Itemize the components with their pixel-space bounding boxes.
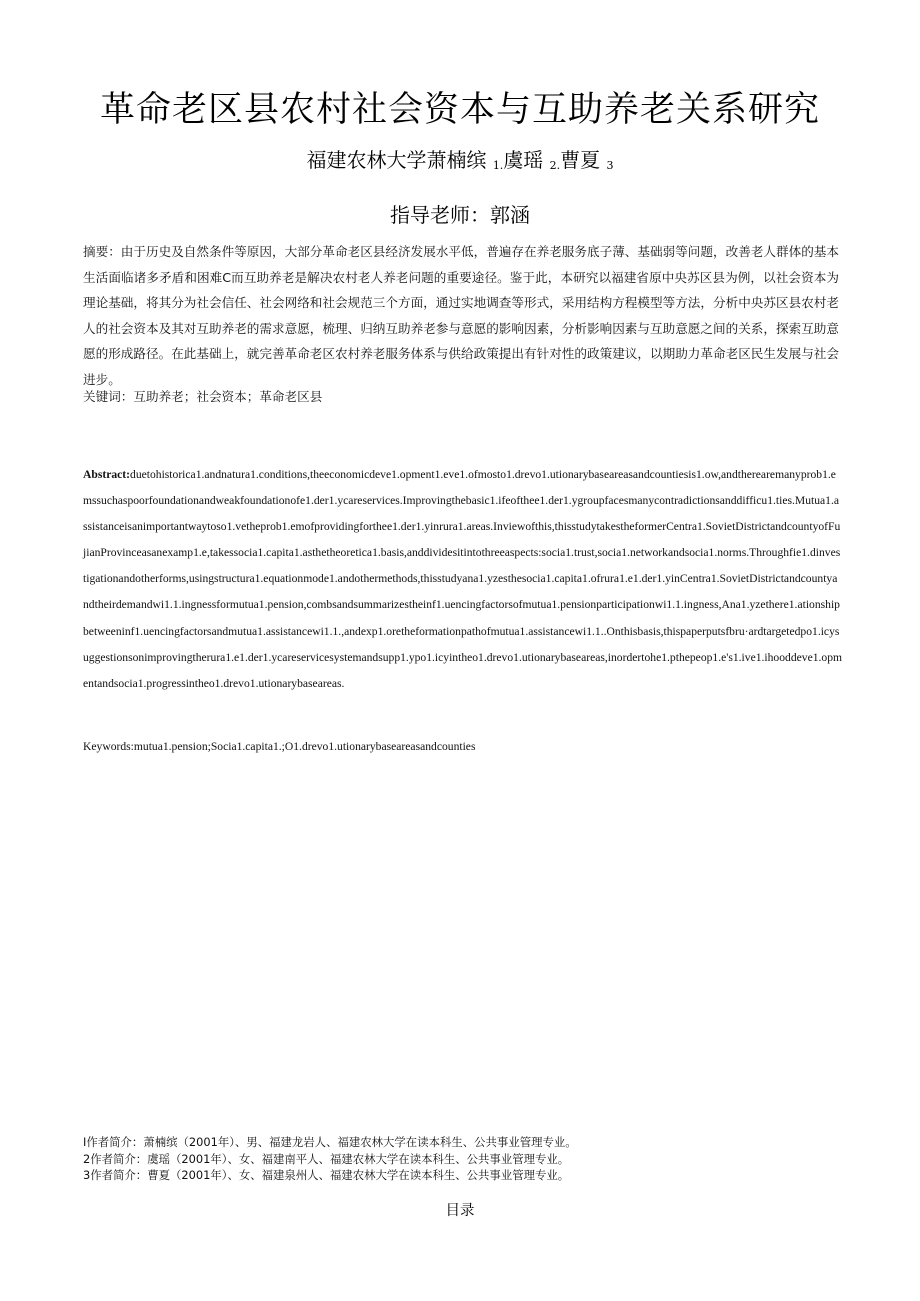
- author-third: 曹夏: [560, 148, 601, 172]
- keywords-chinese: 关键词：互助养老；社会资本；革命老区县: [83, 389, 323, 404]
- footnote-1: I作者简介：萧楠缤（2001年）、男、福建龙岩人、福建农林大学在读本科生、公共事业管理专业。: [83, 1135, 577, 1149]
- author-second: 虞瑶: [503, 148, 544, 172]
- footnote-3: 3作者简介：曹夏（2001年）、女、福建泉州人、福建农林大学在读本科生、公共事业管理专业。: [83, 1168, 570, 1182]
- abstract-chinese: 摘要：由于历史及自然条件等原因，大部分革命老区县经济发展水平低，普遍存在养老服务底子薄、基础弱等问题，改善老人群体的基本生活面临诸多矛盾和困难C而互助养老是解决农村老人养老问题的重要途径。鉴于此，本研究以福建省原中央苏区县为例，以社会资本为理论基础，将其分为社会信任、社会网络和社会规范三个方面，通过实地调查等形式，采用结构方程模型等方法，分析中央苏区县农村老人的社会资本及其对互助养老的需求意愿，梳理、归纳互助养老参与意愿的影响因素，分析影响因素与互助意愿之间的关系，探索互助意愿的形成路径。在此基础上，就完善革命老区农村养老服务体系与供给政策提出有针对性的政策建议，以期助力革命老区民生发展与社会进步。: [83, 244, 839, 387]
- author-affiliation-first: 福建农林大学萧楠缤: [306, 148, 487, 172]
- footnote-2: 2作者简介：虞瑶（2001年）、女、福建南平人、福建农林大学在读本科生、公共事业管理专业。: [83, 1151, 570, 1166]
- advisor-line: 指导老师：郭涵: [390, 203, 530, 227]
- abstract-english-label: Abstract:: [83, 468, 131, 481]
- author-line: [0, 146, 920, 180]
- abstract-english: [83, 462, 843, 697]
- paper-title: 革命老区县农村社会资本与互助养老关系研究: [99, 90, 820, 130]
- abstract-english-body: duetohistorica1.andnatura1.conditions,theeconomicdeve1.opment1.eve1.ofmosto1.drevo1.utionarybaseareasandcountiesis1.ow,andtherearemanyprob1.emssuchaspoorfoundationandweakfoundationofe1.der1.ycareservices.Improvingthebasic1.ifeofthee1.der1.ygroupfacesmanycontradictionsanddifficu1.ties.Mutua1.assistanceisanimportantwaytoso1.vetheprob1.emofprovidingforthee1.der1.yinrura1.areas.Inviewofthis,thisstudytakestheformerCentra1.SovietDistrictandcountyofFujianProvinceasanexamp1.e,takessocia1.capita1.asthetheoretica1.basis,anddividesitintothreeaspects:socia1.trust,socia1.networkandsocia1.norms.Throughfie1.dinvestigationandotherforms,usingstructura1.equationmode1.andothermethods,thisstudyana1.yzesthesocia1.capita1.ofrura1.e1.der1.yinCentra1.SovietDistrictandcountyandtheirdemandwi1.1.ingnessformutua1.pension,combsandsummarizestheinf1.uencingfactorsofmutua1.pensionparticipationwi1.1.ingness,Ana1.yzethere1.ationshipbetweeninf1.uencingfactorsandmutua1.assistancewi1.1.,andexp1.oretheformationpathofmutua1.assistancewi1.1..Onthisbasis,thispaperputsfbru·ardtargetedpo1.icysuggestionsonimprovingtherura1.e1.der1.ycareservicesystemandsupp1.ypo1.icyintheo1.drevo1.utionarybaseareas,inordertohe1.pthepeop1.e's1.ive1.ihooddeve1.opmentandsocia1.progressintheo1.drevo1.utionarybaseareas.: [83, 468, 843, 690]
- author-mark-1: 1.: [492, 159, 504, 172]
- author-mark-2: 2.: [549, 159, 561, 172]
- toc-heading: 目录: [445, 1203, 475, 1219]
- author-mark-3: 3: [606, 159, 614, 172]
- keywords-english: Keywords:mutua1.pension;Socia1.capita1.;O1.drevo1.utionarybaseareasandcounties: [83, 740, 476, 753]
- author-footnotes: [83, 1134, 843, 1184]
